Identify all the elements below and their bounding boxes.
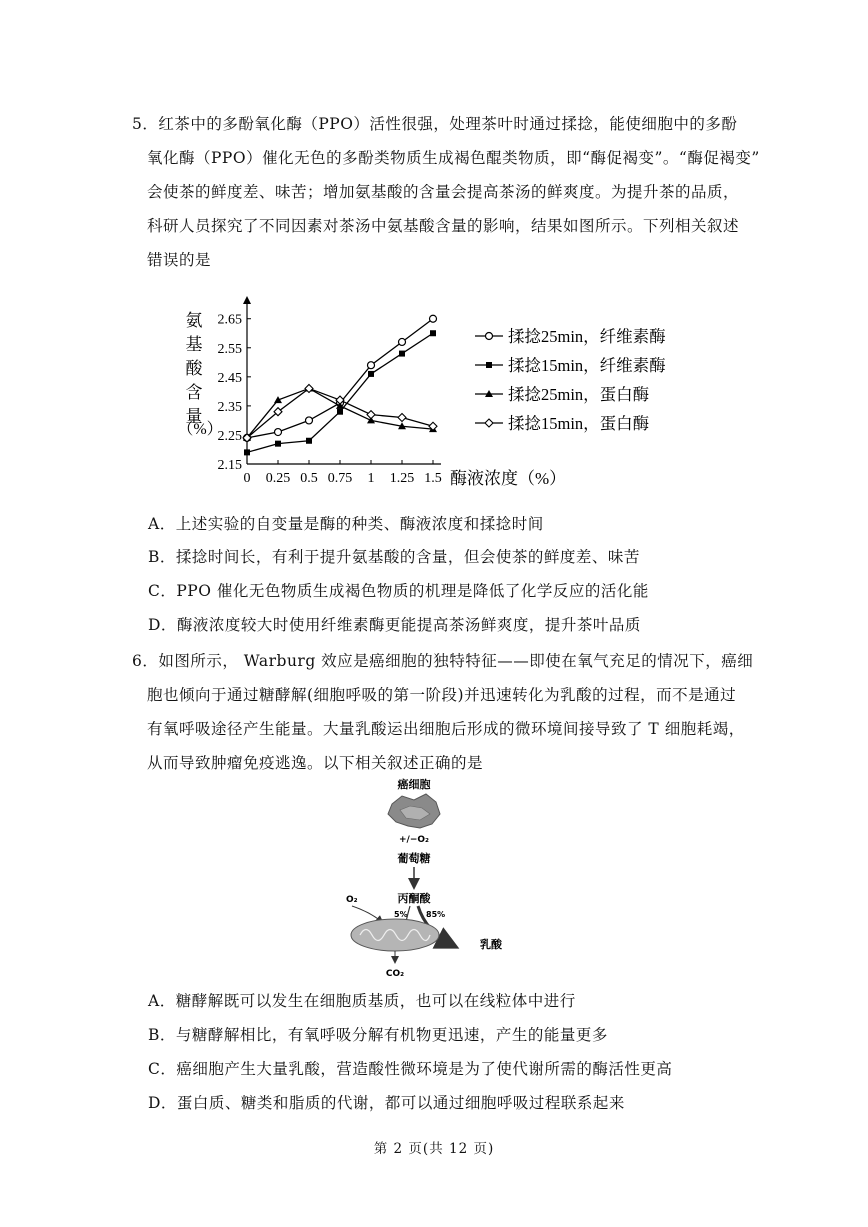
q5-line-2: 氧化酶（PPO）催化无色的多酚类物质生成褐色醌类物质，即“酶促褐变”。“酶促褐变” — [147, 149, 760, 167]
y-tick-label: 2.15 — [217, 458, 242, 473]
q6-line-4: 从而导致肿瘤免疫逃逸。以下相关叙述正确的是 — [147, 754, 484, 772]
data-point — [275, 441, 281, 447]
y-axis-label-char: 量 — [185, 407, 203, 426]
pyruvate-label: 丙酮酸 — [397, 892, 431, 905]
y-axis-label-char: 酸 — [185, 359, 203, 378]
x-tick-label: 0.75 — [327, 471, 353, 486]
legend-marker — [485, 419, 493, 427]
amino-acid-chart — [170, 292, 730, 502]
x-tick-label: 0 — [243, 471, 251, 486]
data-point — [244, 449, 250, 455]
q6-option-d: D．蛋白质、糖类和脂质的代谢，都可以通过细胞呼吸过程联系起来 — [148, 1094, 625, 1112]
data-point — [368, 371, 374, 377]
data-point — [398, 414, 406, 422]
q5-option-b: B．揉捻时间长，有利于提升氨基酸的含量，但会使茶的鲜度差、味苦 — [148, 548, 640, 566]
q5-line-1: 5．红茶中的多酚氧化酶（PPO）活性很强，处理茶叶时通过揉捻，能使细胞中的多酚 — [132, 115, 738, 133]
x-axis-label: 酶液浓度（%） — [450, 469, 567, 488]
y-tick-label: 2.65 — [217, 312, 242, 328]
o2-arrow — [352, 906, 382, 922]
data-point — [399, 338, 406, 345]
pct-right-label: 85% — [426, 910, 446, 919]
y-tick-label: 2.45 — [217, 370, 242, 386]
cancer-cell-label: 癌细胞 — [397, 778, 431, 791]
q5-line-4: 科研人员探究了不同因素对茶汤中氨基酸含量的影响，结果如图所示。下列相关叙述 — [147, 217, 740, 235]
legend-label: 揉捻15min，蛋白酶 — [508, 414, 650, 433]
data-point — [306, 417, 313, 424]
x-tick-label: 1 — [367, 471, 375, 486]
data-point — [368, 362, 375, 369]
q6-line-2: 胞也倾向于通过糖酵解(细胞呼吸的第一阶段)并迅速转化为乳酸的过程，而不是通过 — [147, 686, 737, 704]
series-line — [247, 319, 433, 438]
legend-label: 揉捻25min，纤维素酶 — [508, 327, 666, 346]
q5-option-a: A．上述实验的自变量是酶的种类、酶液浓度和揉捻时间 — [148, 515, 544, 533]
x-tick-label: 1.25 — [389, 471, 415, 486]
y-axis-label-char: 含 — [185, 383, 203, 402]
data-point — [337, 409, 343, 415]
data-point — [430, 330, 436, 336]
legend-label: 揉捻25min，蛋白酶 — [508, 385, 650, 404]
y-axis-arrow — [243, 296, 251, 304]
legend-marker — [486, 362, 492, 368]
q6-line-1: 6．如图所示， Warburg 效应是癌细胞的独特特征——即使在氧气充足的情况下，癌细 — [132, 652, 754, 670]
page-footer: 第 2 页(共 12 页) — [373, 1141, 495, 1157]
data-point — [399, 351, 405, 357]
y-axis-unit: （%） — [177, 421, 223, 438]
legend-label: 揉捻15min，纤维素酶 — [508, 356, 666, 375]
q6-line-3: 有氧呼吸途径产生能量。大量乳酸运出细胞后形成的微环境间接导致了 T 细胞耗竭， — [147, 720, 745, 738]
mitochondrion-icon — [351, 919, 439, 951]
q5-line-5: 错误的是 — [147, 251, 212, 269]
pct-left-label: 5% — [394, 910, 408, 919]
data-point — [430, 315, 437, 322]
lactate-label: 乳酸 — [480, 938, 502, 951]
glucose-label: 葡萄糖 — [397, 852, 431, 865]
o2-label: O₂ — [346, 895, 358, 905]
chart-svg — [170, 292, 730, 502]
warburg-diagram — [330, 772, 530, 982]
q5-line-3: 会使茶的鲜度差、味苦；增加氨基酸的含量会提高茶汤的鲜爽度。为提升茶的品质， — [147, 183, 740, 201]
y-tick-label: 2.35 — [217, 399, 242, 415]
q6-option-b: B．与糖酵解相比，有氧呼吸分解有机物更迅速，产生的能量更多 — [148, 1026, 608, 1044]
y-tick-label: 2.55 — [217, 341, 242, 357]
q5-option-d: D．酶液浓度较大时使用纤维素酶更能提高茶汤鲜爽度，提升茶叶品质 — [148, 616, 641, 634]
legend-marker — [486, 333, 493, 340]
oxygen-label: +/−O₂ — [399, 835, 429, 845]
warburg-svg — [330, 772, 530, 982]
co2-label: CO₂ — [385, 969, 405, 979]
x-tick-label: 1.5 — [424, 471, 442, 486]
y-axis-label-char: 氨 — [185, 311, 203, 330]
data-point — [367, 411, 375, 419]
x-tick-label: 0.25 — [265, 471, 291, 486]
q6-option-a: A．糖酵解既可以发生在细胞质基质，也可以在线粒体中进行 — [148, 992, 576, 1010]
y-axis-label-char: 基 — [185, 335, 203, 354]
q5-option-c: C．PPO 催化无色物质生成褐色物质的机理是降低了化学反应的活化能 — [148, 582, 649, 600]
y-tick-label: 2.25 — [217, 428, 242, 444]
q6-option-c: C．癌细胞产生大量乳酸，营造酸性微环境是为了使代谢所需的酶活性更高 — [148, 1060, 673, 1078]
data-point — [306, 438, 312, 444]
data-point — [275, 429, 282, 436]
x-tick-label: 0.5 — [300, 471, 318, 486]
